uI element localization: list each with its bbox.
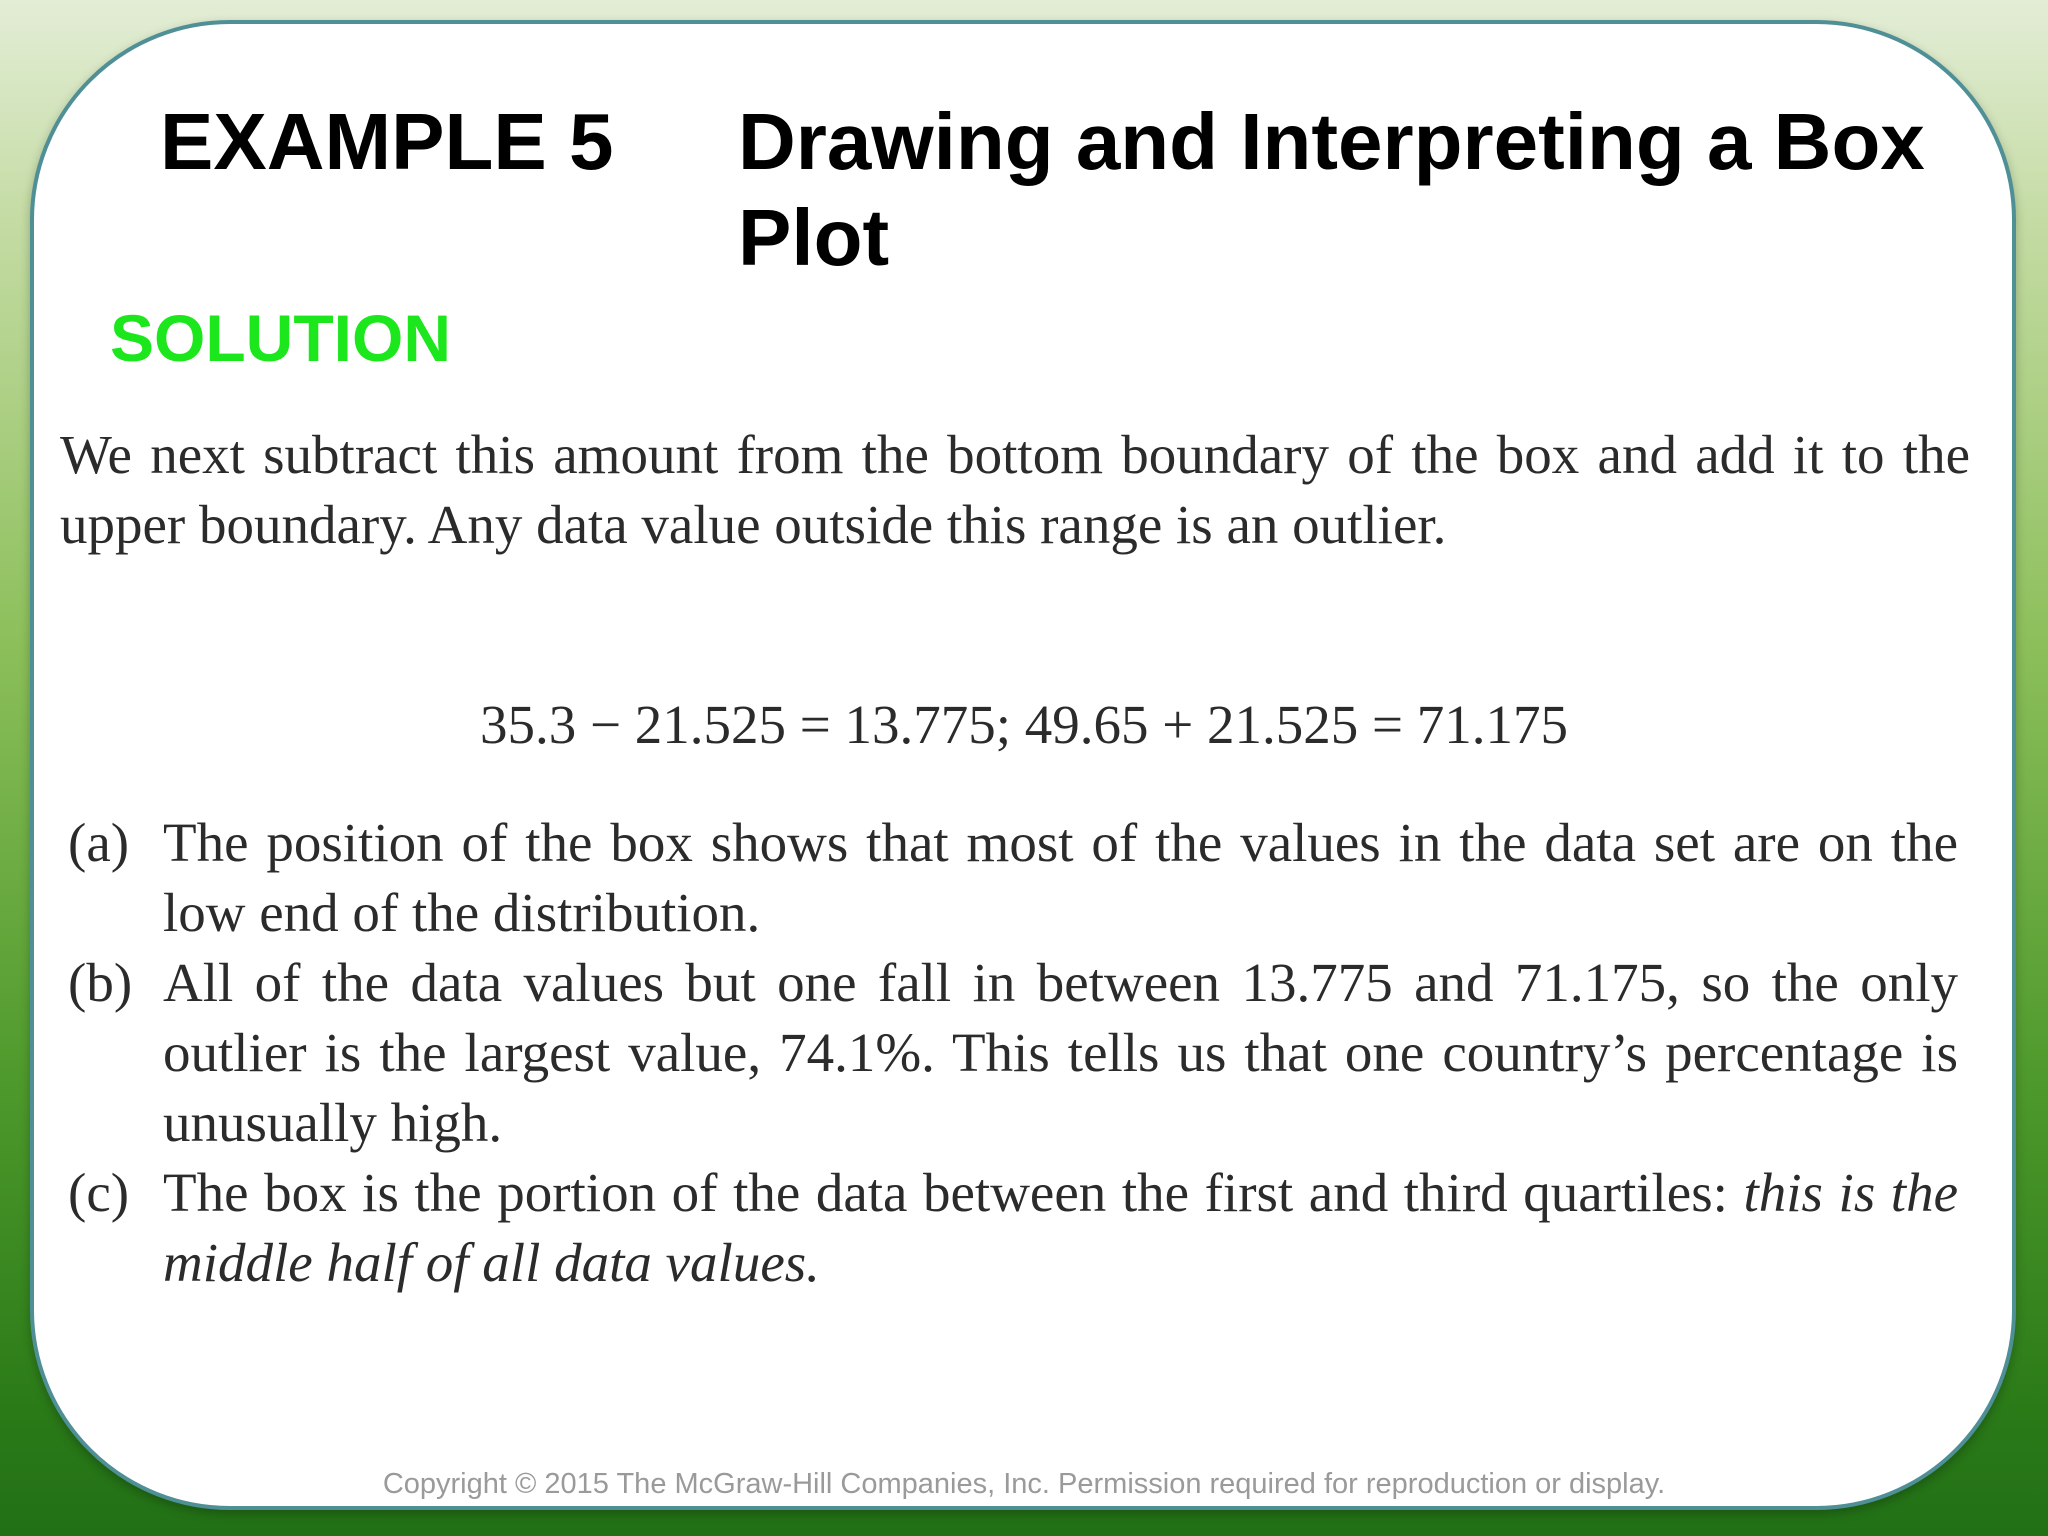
item-text — [163, 948, 1958, 1158]
example-label: EXAMPLE 5 — [160, 97, 614, 186]
item-body: The box is the portion of the data between the first and third quartiles: — [163, 1162, 1744, 1223]
item-label: (c) — [68, 1162, 130, 1223]
item-italic: this is the middle half of all data values. — [163, 1162, 1959, 1293]
list-item-a — [68, 808, 1958, 948]
item-text — [163, 808, 1958, 948]
answer-list — [68, 808, 1958, 1298]
list-item-b — [68, 948, 1958, 1158]
item-label: (b) — [68, 952, 133, 1013]
item-text — [163, 1158, 1958, 1298]
solution-label: SOLUTION — [110, 301, 451, 375]
item-body: All of the data values but one fall in between 13.775 and 71.175, so the only outlier is the largest value, 74.1%. This tells us that one country’s percentage is unusually high. — [163, 952, 1958, 1153]
item-body: The position of the box shows that most of the values in the data set are on the low end of the distribution. — [163, 812, 1958, 943]
item-label: (a) — [68, 812, 130, 873]
copyright-notice: Copyright © 2015 The McGraw-Hill Companies, Inc. Permission required for reproduction or display. — [382, 1468, 1666, 1500]
slide-title: Drawing and Interpreting a Box Plot — [738, 97, 1925, 282]
intro-paragraph: We next subtract this amount from the bottom boundary of the box and add it to the upper boundary. Any data value outside this range is an outlier. — [60, 424, 1970, 555]
list-item-c — [68, 1158, 1958, 1298]
equation: 35.3 − 21.525 = 13.775; 49.65 + 21.525 = 71.175 — [479, 694, 1569, 755]
